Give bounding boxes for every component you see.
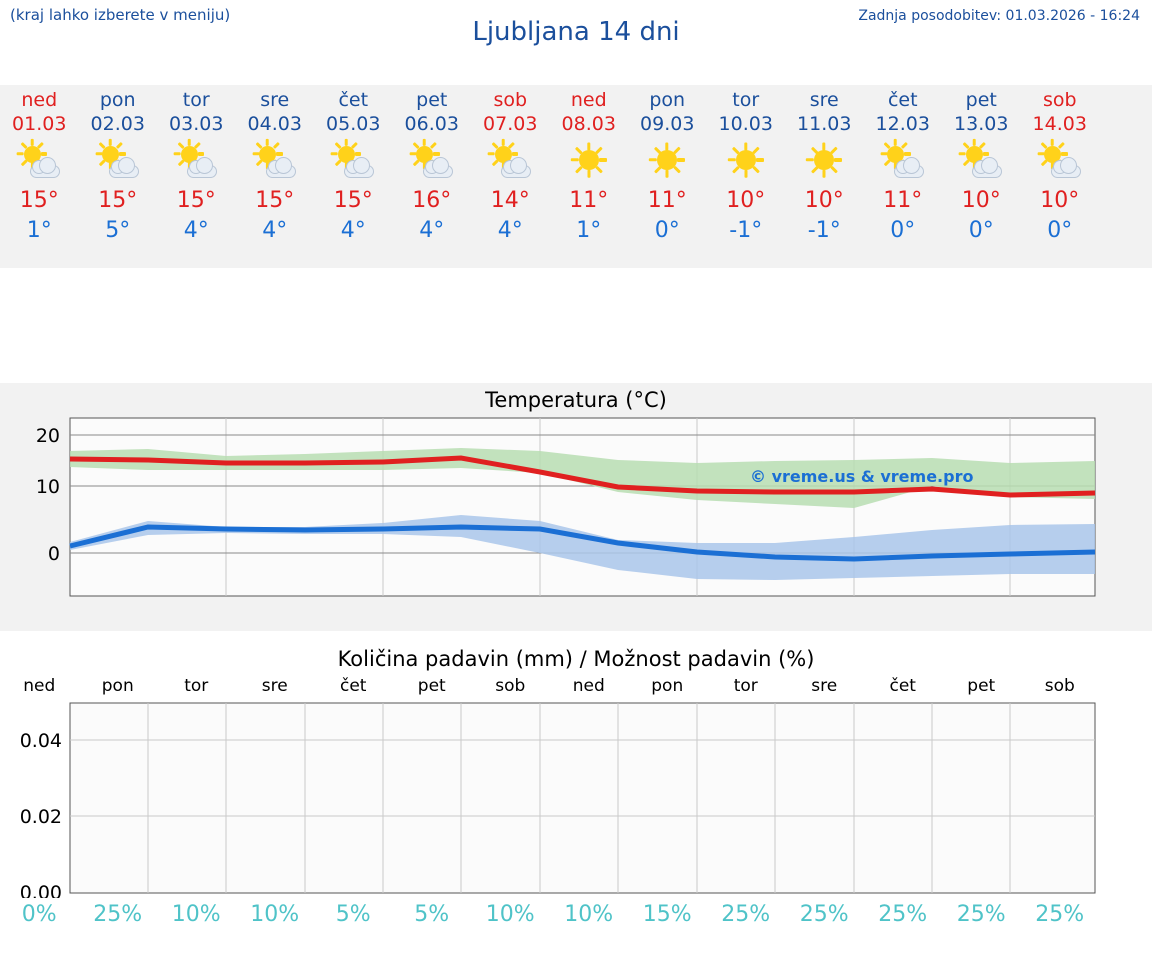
precip-ytick-004: 0.04 <box>19 730 62 752</box>
weather-icon-partly-cloudy <box>252 141 298 179</box>
day-weather-icon-wrap <box>236 138 315 182</box>
day-weather-icon-wrap <box>0 138 79 182</box>
precip-ytick-000: 0.00 <box>19 882 62 898</box>
temperature-section <box>0 383 1152 631</box>
forecast-day-2[interactable] <box>79 85 158 268</box>
day-temp-min: 4° <box>497 218 523 243</box>
day-temp-min: 4° <box>419 218 445 243</box>
precip-day-label-4: sre <box>261 676 288 696</box>
precipitation-day-labels <box>0 676 1152 696</box>
precip-chance-4: 10% <box>250 902 300 927</box>
temp-ytick-0: 0 <box>47 543 60 565</box>
precip-day-label-7: sob <box>495 676 526 696</box>
forecast-day-9[interactable] <box>628 85 707 268</box>
day-of-week: sob <box>493 89 528 111</box>
cloud-icon <box>880 141 926 179</box>
precip-chance-8: 10% <box>564 902 614 927</box>
forecast-day-3[interactable] <box>157 85 236 268</box>
precipitation-percent-row <box>0 902 1152 927</box>
precip-day-label-9: pon <box>651 676 684 696</box>
day-date: 14.03 <box>1032 113 1087 135</box>
forecast-day-4[interactable] <box>236 85 315 268</box>
day-of-week: sob <box>1042 89 1077 111</box>
day-temp-max: 15° <box>176 188 216 213</box>
day-date: 08.03 <box>561 113 616 135</box>
cloud-icon <box>95 141 141 179</box>
day-date: 11.03 <box>797 113 852 135</box>
day-weather-icon-wrap <box>471 138 550 182</box>
day-date: 03.03 <box>169 113 224 135</box>
day-temp-max: 15° <box>98 188 138 213</box>
day-weather-icon-wrap <box>314 138 393 182</box>
sun-icon <box>801 141 847 179</box>
sun-icon <box>566 141 612 179</box>
forecast-day-6[interactable] <box>393 85 472 268</box>
day-temp-min: 1° <box>26 218 52 243</box>
day-of-week: pet <box>965 89 997 111</box>
cloud-icon <box>173 141 219 179</box>
cloud-icon <box>1037 141 1083 179</box>
day-date: 05.03 <box>326 113 381 135</box>
precip-ytick-002: 0.02 <box>19 806 62 828</box>
precipitation-section <box>0 640 1152 975</box>
day-temp-min: 0° <box>654 218 680 243</box>
day-weather-icon-wrap <box>550 138 629 182</box>
day-date: 13.03 <box>954 113 1009 135</box>
weather-icon-partly-cloudy <box>95 141 141 179</box>
sun-icon <box>723 141 769 179</box>
weather-icon-sunny <box>566 141 612 179</box>
precip-chance-10: 25% <box>721 902 771 927</box>
cloud-icon <box>16 141 62 179</box>
day-temp-min: 0° <box>1047 218 1073 243</box>
forecast-day-5[interactable] <box>314 85 393 268</box>
forecast-day-13[interactable] <box>942 85 1021 268</box>
precip-chance-2: 25% <box>93 902 143 927</box>
cloud-icon <box>487 141 533 179</box>
precip-day-label-1: ned <box>23 676 56 696</box>
day-temp-min: 4° <box>262 218 288 243</box>
day-temp-max: 16° <box>412 188 452 213</box>
day-temp-max: 11° <box>569 188 609 213</box>
cloud-icon <box>958 141 1004 179</box>
page-header <box>0 0 1152 58</box>
weather-icon-partly-cloudy <box>1037 141 1083 179</box>
precip-day-label-6: pet <box>417 676 446 696</box>
weather-icon-partly-cloudy <box>487 141 533 179</box>
weather-icon-partly-cloudy <box>173 141 219 179</box>
day-of-week: sre <box>809 89 839 111</box>
forecast-day-1[interactable] <box>0 85 79 268</box>
day-of-week: čet <box>338 89 369 111</box>
day-date: 09.03 <box>640 113 695 135</box>
day-temp-min: 4° <box>340 218 366 243</box>
day-temp-max: 10° <box>1040 188 1080 213</box>
precip-chance-14: 25% <box>1035 902 1085 927</box>
precip-day-label-14: sob <box>1044 676 1075 696</box>
day-date: 01.03 <box>12 113 67 135</box>
day-date: 10.03 <box>718 113 773 135</box>
precipitation-chart <box>0 698 1152 898</box>
forecast-day-strip <box>0 85 1152 268</box>
day-temp-min: 0° <box>890 218 916 243</box>
precip-chance-5: 5% <box>335 902 371 927</box>
weather-icon-sunny <box>644 141 690 179</box>
day-temp-max: 14° <box>490 188 530 213</box>
precip-day-label-11: sre <box>811 676 838 696</box>
day-of-week: tor <box>732 89 760 111</box>
weather-icon-partly-cloudy <box>330 141 376 179</box>
precip-chance-1: 0% <box>21 902 57 927</box>
weather-icon-sunny <box>723 141 769 179</box>
copyright-notice: © vreme.us & vreme.pro <box>750 467 974 486</box>
day-date: 04.03 <box>247 113 302 135</box>
precip-day-label-2: pon <box>101 676 134 696</box>
day-weather-icon-wrap <box>785 138 864 182</box>
weather-icon-partly-cloudy <box>409 141 455 179</box>
cloud-icon <box>252 141 298 179</box>
day-temp-min: -1° <box>807 218 841 243</box>
precip-chance-11: 25% <box>799 902 849 927</box>
forecast-day-14[interactable] <box>1021 85 1100 268</box>
day-weather-icon-wrap <box>628 138 707 182</box>
precipitation-title: Količina padavin (mm) / Možnost padavin (%) <box>337 647 815 671</box>
day-of-week: sre <box>260 89 290 111</box>
forecast-day-7[interactable] <box>471 85 550 268</box>
day-of-week: ned <box>570 89 607 111</box>
page-title: Ljubljana 14 dni <box>472 17 680 47</box>
precip-day-label-10: tor <box>733 676 758 696</box>
day-temp-max: 15° <box>333 188 373 213</box>
day-date: 02.03 <box>90 113 145 135</box>
weather-icon-partly-cloudy <box>880 141 926 179</box>
day-of-week: pon <box>649 89 686 111</box>
day-weather-icon-wrap <box>864 138 943 182</box>
temp-ytick-20: 20 <box>35 425 60 447</box>
day-temp-max: 15° <box>19 188 59 213</box>
day-temp-max: 10° <box>804 188 844 213</box>
day-temp-max: 10° <box>726 188 766 213</box>
precip-day-label-12: čet <box>889 676 916 696</box>
day-temp-max: 10° <box>961 188 1001 213</box>
weather-icon-sunny <box>801 141 847 179</box>
day-weather-icon-wrap <box>393 138 472 182</box>
day-of-week: pon <box>99 89 136 111</box>
day-temp-max: 15° <box>255 188 295 213</box>
day-temp-max: 11° <box>647 188 687 213</box>
day-weather-icon-wrap <box>942 138 1021 182</box>
forecast-day-10[interactable] <box>707 85 786 268</box>
precip-day-label-3: tor <box>184 676 209 696</box>
day-temp-min: -1° <box>729 218 763 243</box>
precip-chance-12: 25% <box>878 902 928 927</box>
precip-chance-7: 10% <box>485 902 535 927</box>
day-of-week: čet <box>887 89 918 111</box>
precip-chance-13: 25% <box>956 902 1006 927</box>
day-temp-min: 1° <box>576 218 602 243</box>
precip-day-label-5: čet <box>340 676 367 696</box>
day-temp-min: 0° <box>968 218 994 243</box>
forecast-day-11[interactable] <box>785 85 864 268</box>
temp-ytick-10: 10 <box>35 476 60 498</box>
day-temp-min: 5° <box>105 218 131 243</box>
day-weather-icon-wrap <box>79 138 158 182</box>
forecast-day-8[interactable] <box>550 85 629 268</box>
forecast-day-12[interactable] <box>864 85 943 268</box>
day-date: 06.03 <box>404 113 459 135</box>
precip-chance-9: 15% <box>642 902 692 927</box>
temperature-chart <box>0 413 1152 623</box>
day-of-week: ned <box>21 89 58 111</box>
day-weather-icon-wrap <box>707 138 786 182</box>
weather-icon-partly-cloudy <box>958 141 1004 179</box>
weather-icon-partly-cloudy <box>16 141 62 179</box>
temperature-title: Temperatura (°C) <box>485 388 667 412</box>
location-hint: (kraj lahko izberete v meniju) <box>10 6 231 24</box>
precip-chance-6: 5% <box>414 902 450 927</box>
sun-icon <box>644 141 690 179</box>
last-updated: Zadnja posodobitev: 01.03.2026 - 16:24 <box>858 8 1140 24</box>
precip-chance-3: 10% <box>171 902 221 927</box>
day-temp-min: 4° <box>183 218 209 243</box>
day-temp-max: 11° <box>883 188 923 213</box>
cloud-icon <box>330 141 376 179</box>
day-date: 12.03 <box>875 113 930 135</box>
day-weather-icon-wrap <box>157 138 236 182</box>
day-weather-icon-wrap <box>1021 138 1100 182</box>
day-of-week: tor <box>182 89 210 111</box>
day-date: 07.03 <box>483 113 538 135</box>
day-of-week: pet <box>416 89 448 111</box>
cloud-icon <box>409 141 455 179</box>
precip-day-label-8: ned <box>572 676 605 696</box>
precip-day-label-13: pet <box>967 676 996 696</box>
